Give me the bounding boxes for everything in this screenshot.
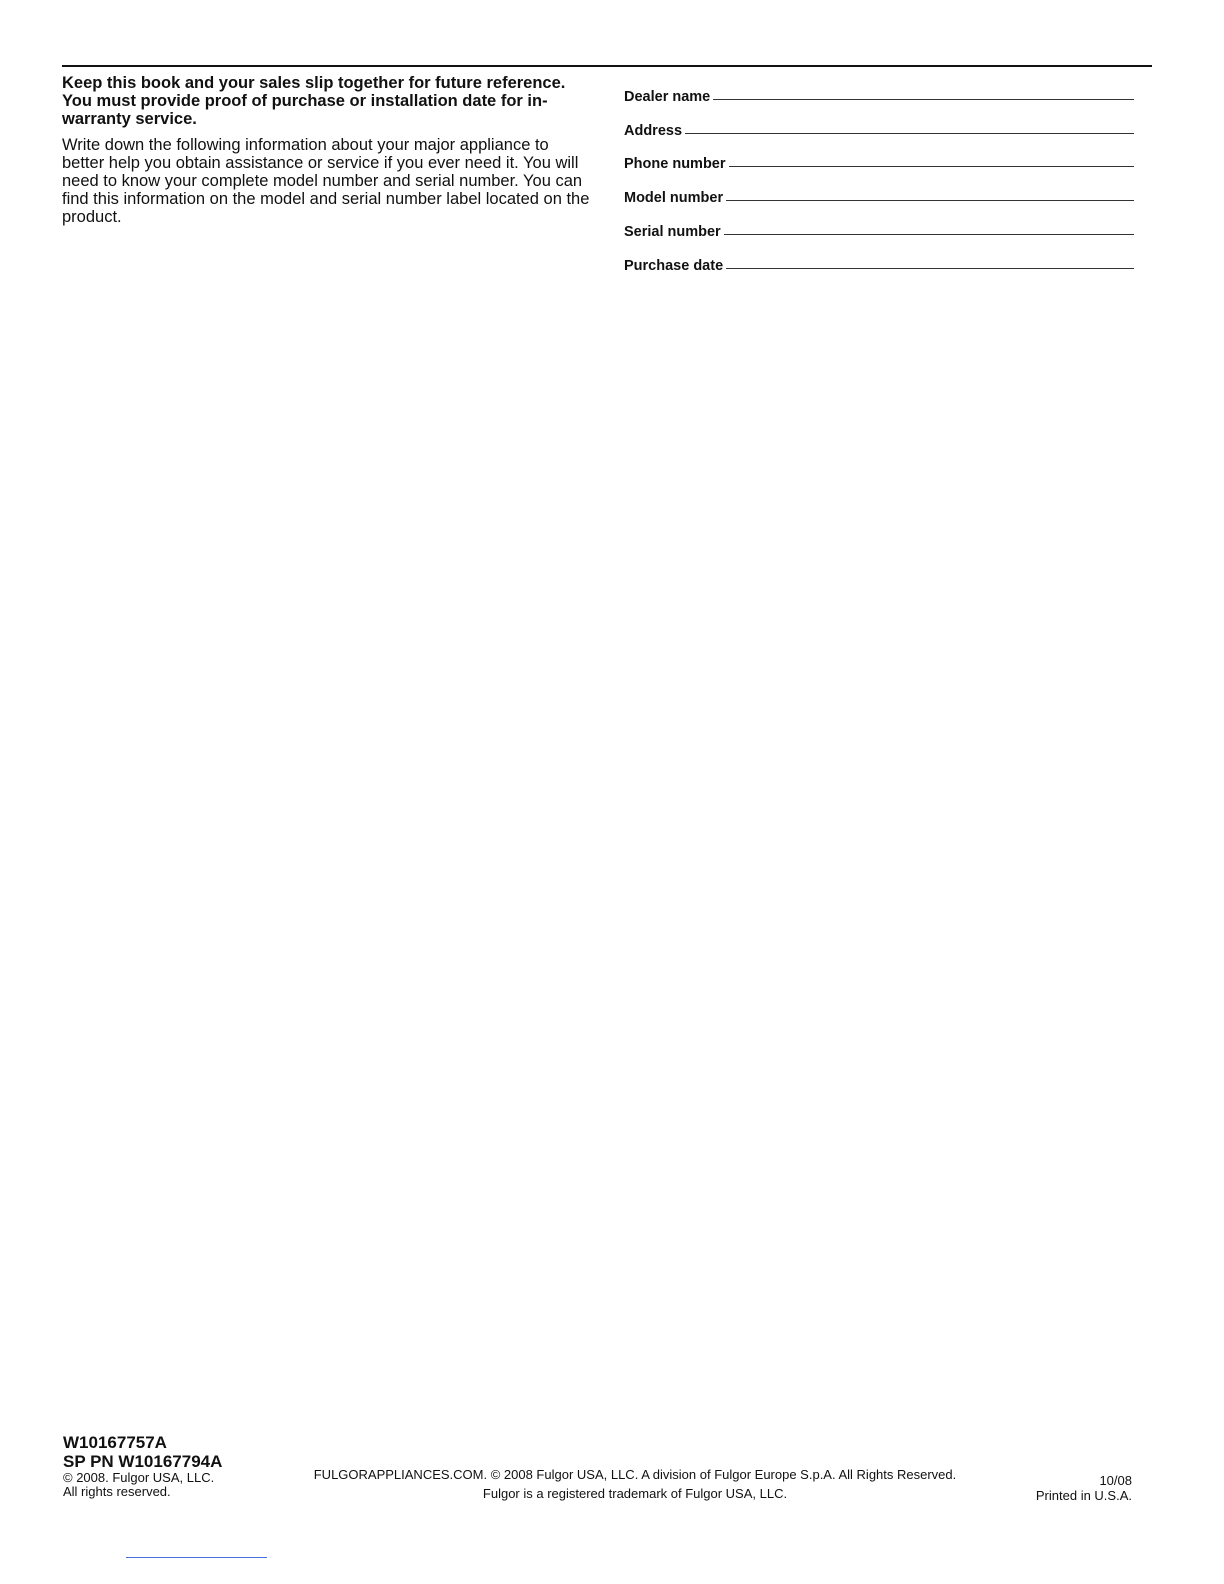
phone-number-field[interactable] xyxy=(729,165,1134,167)
serial-number-field[interactable] xyxy=(724,233,1134,235)
form-row-address xyxy=(624,106,1134,140)
top-divider xyxy=(62,65,1152,67)
purchase-date-field[interactable] xyxy=(726,267,1134,269)
dealer-name-label: Dealer name xyxy=(624,88,711,105)
purchase-date-label: Purchase date xyxy=(624,257,724,274)
form-row-dealer-name xyxy=(624,72,1134,106)
rights-text: All rights reserved. xyxy=(63,1484,171,1499)
intro-bold-text: Keep this book and your sales slip together for future reference. You must provide proof of purchase or installation date for in-warranty service. xyxy=(62,74,566,128)
form-row-model-number xyxy=(624,173,1134,207)
intro-section xyxy=(62,74,592,226)
model-number-field[interactable] xyxy=(726,199,1134,201)
form-row-purchase-date xyxy=(624,241,1134,275)
form-row-serial-number xyxy=(624,207,1134,241)
product-record-form xyxy=(624,72,1134,275)
dealer-name-field[interactable] xyxy=(713,98,1134,100)
part-number: W10167757A xyxy=(63,1433,167,1452)
copyright-text: © 2008. Fulgor USA, LLC. xyxy=(63,1470,215,1485)
address-field[interactable] xyxy=(685,132,1134,134)
serial-number-label: Serial number xyxy=(624,223,721,240)
date-code: 10/08 xyxy=(1099,1473,1132,1488)
address-label: Address xyxy=(624,122,683,139)
form-row-phone-number xyxy=(624,140,1134,174)
footer-website-line: FULGORAPPLIANCES.COM. © 2008 Fulgor USA, LLC. A division of Fulgor Europe S.p.A. All Rights Reserved. xyxy=(313,1467,957,1482)
footer-part-info xyxy=(63,1433,222,1499)
blue-underline xyxy=(126,1557,267,1558)
model-number-label: Model number xyxy=(624,190,724,207)
intro-body-text: Write down the following information about your major appliance to better help you obtain assistance or service if you ever need it. You will need to know your complete model number and serial number. You can find this information on the model and serial number label located on the product. xyxy=(62,136,590,226)
printed-in: Printed in U.S.A. xyxy=(1035,1488,1132,1503)
phone-number-label: Phone number xyxy=(624,156,726,173)
sp-part-number: SP PN W10167794A xyxy=(63,1452,223,1471)
footer-center xyxy=(250,1465,1020,1503)
footer-trademark-line: Fulgor is a registered trademark of Fulgor USA, LLC. xyxy=(482,1486,788,1501)
footer-print-info xyxy=(1036,1473,1132,1503)
